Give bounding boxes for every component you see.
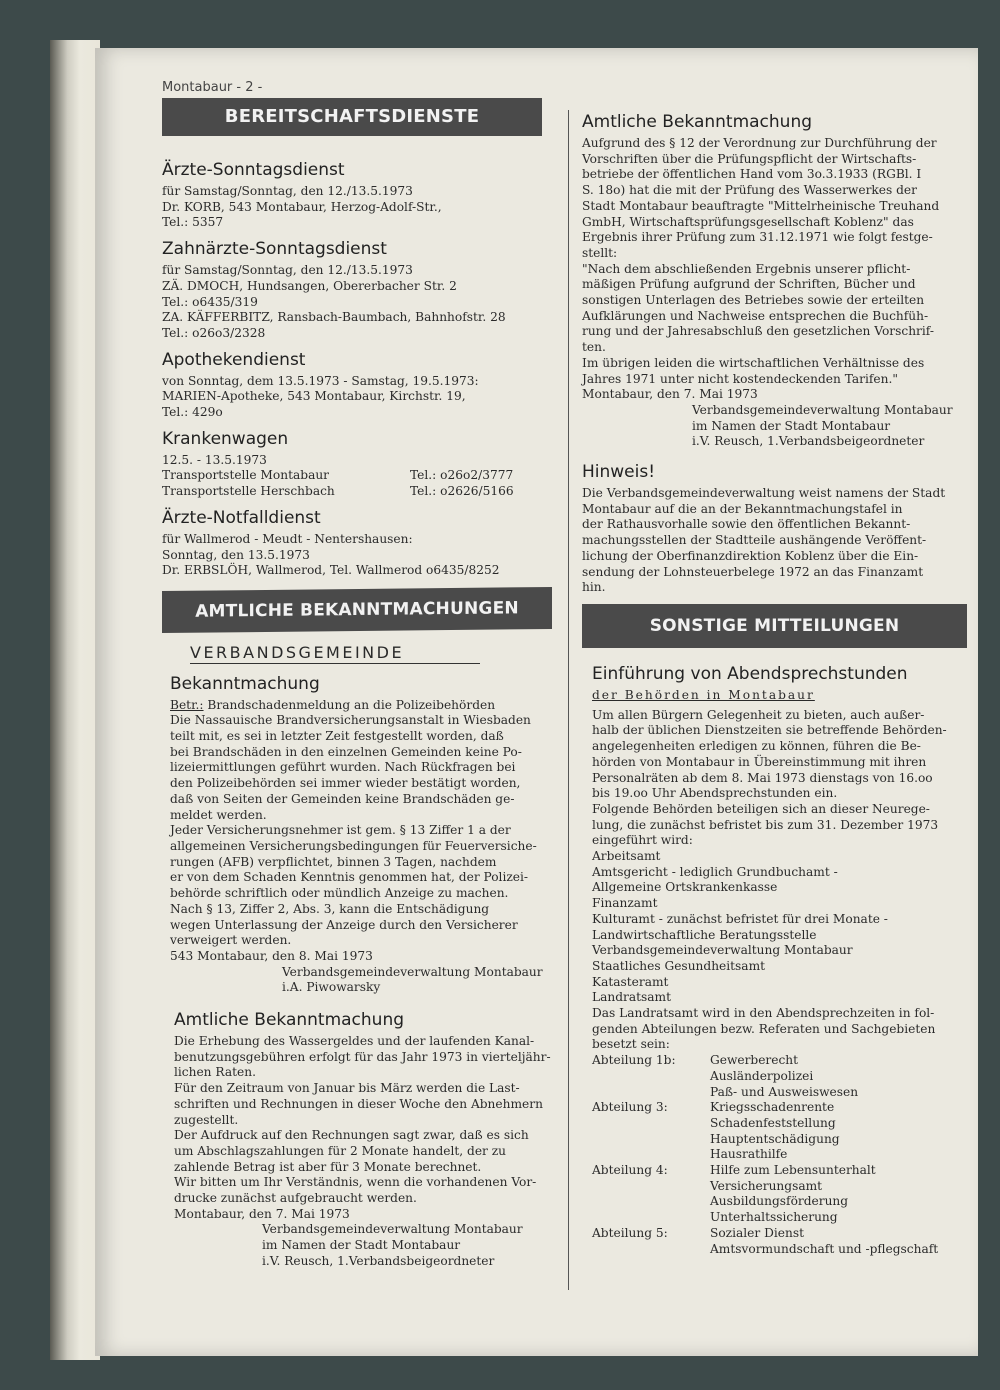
text-line: "Nach dem abschließenden Ergebnis unserer pflicht- xyxy=(582,261,911,276)
signature-line: Verbandsgemeindeverwaltung Montabaur xyxy=(262,1222,523,1237)
abteilung-row xyxy=(592,1085,972,1101)
section-krankenwagen xyxy=(162,429,552,500)
abteilungen-list xyxy=(592,1053,972,1257)
book-binding-edge xyxy=(50,40,100,1360)
text-line: Die Erhebung des Wassergeldes und der laufenden Kanal- xyxy=(174,1034,535,1049)
text-line: GmbH, Wirtschaftsprüfungsgesellschaft Koblenz" das xyxy=(582,214,914,229)
authority-item: Finanzamt xyxy=(592,896,658,911)
section-hinweis xyxy=(582,462,972,596)
authority-item: Kulturamt - zunächst befristet für drei Monate - xyxy=(592,911,888,926)
abteilung-area: Ausbildungsförderung xyxy=(710,1194,849,1209)
section-title: Amtliche Bekanntmachung xyxy=(174,1010,405,1031)
section-abendsprechstunden xyxy=(582,664,972,1257)
text-line: 543 Montabaur, den 8. Mai 1973 xyxy=(170,948,373,963)
signature-line: Verbandsgemeindeverwaltung Montabaur xyxy=(282,964,543,979)
text-line: bis 19.oo Uhr Abendsprechstunden ein. xyxy=(592,786,838,801)
text-line: rung und der Jahresabschluß den gesetzlichen Vorschrif- xyxy=(582,324,934,339)
text-line: verweigert werden. xyxy=(170,933,292,948)
abteilung-area: Hausrathilfe xyxy=(710,1147,788,1162)
text-line: Ergebnis ihrer Prüfung zum 31.12.1971 wie folgt festge- xyxy=(582,230,933,245)
transport-row xyxy=(162,468,552,484)
text-line: Die Nassauische Brandversicherungsanstalt in Wiesbaden xyxy=(170,713,531,728)
text-line: benutzungsgebühren erfolgt für das Jahr 1973 in vierteljähr- xyxy=(174,1049,551,1064)
text-line: zahlende Betrag ist aber für 3 Monate berechnet. xyxy=(174,1159,482,1174)
text-line: für Samstag/Sonntag, den 12./13.5.1973 xyxy=(162,184,413,198)
text-line: 12.5. - 13.5.1973 xyxy=(162,452,267,467)
text-line: Personalräten ab dem 8. Mai 1973 dienstags von 16.oo xyxy=(592,770,933,785)
authority-item: Allgemeine Ortskrankenkasse xyxy=(592,880,778,895)
banner-amtliche-bekanntmachungen: AMTLICHE BEKANNTMACHUNGEN xyxy=(162,587,552,633)
abteilung-label xyxy=(592,1194,710,1210)
signature-line: Verbandsgemeindeverwaltung Montabaur xyxy=(692,402,953,417)
abteilung-label xyxy=(592,1116,710,1132)
authority-item: Verbandsgemeindeverwaltung Montabaur xyxy=(592,943,853,958)
text-line: drucke zunächst aufgebraucht werden. xyxy=(174,1191,417,1206)
text-line: Montabaur, den 7. Mai 1973 xyxy=(582,387,758,402)
text-line: ZA. KÄFFERBITZ, Ransbach-Baumbach, Bahnhofstr. 28 xyxy=(162,310,506,325)
text-line: wegen Unterlassung der Anzeige durch den Versicherer xyxy=(170,917,518,932)
text-line: lichen Raten. xyxy=(174,1065,256,1080)
transport-name: Transportstelle Montabaur xyxy=(162,468,330,483)
abteilung-label xyxy=(592,1069,710,1085)
text-line: Wir bitten um Ihr Verständnis, wenn die vorhandenen Vor- xyxy=(174,1175,537,1190)
text-line: Um allen Bürgern Gelegenheit zu bieten, auch außer- xyxy=(592,707,925,722)
authority-item: Staatliches Gesundheitsamt xyxy=(592,958,766,973)
text-line: der Rathausvorhalle sowie den öffentlichen Bekannt- xyxy=(582,517,911,532)
text-line: Das Landratsamt wird in den Abendsprechzeiten in fol- xyxy=(592,1006,935,1021)
text-line: halb der üblichen Dienstzeiten sie betreffende Behörden- xyxy=(592,723,947,738)
text-line: er von dem Schaden Kenntnis genommen hat, der Polizei- xyxy=(170,870,529,885)
abteilung-area: Versicherungsamt xyxy=(710,1178,823,1193)
text-line: behörde schriftlich oder mündlich Anzeige zu machen. xyxy=(170,886,509,901)
text-line: daß von Seiten der Gemeinden keine Brandschäden ge- xyxy=(170,791,515,806)
right-column xyxy=(582,112,972,1265)
text-line: Für den Zeitraum von Januar bis März werden die Last- xyxy=(174,1081,520,1096)
text-line: ZÄ. DMOCH, Hundsangen, Obererbacher Str. 2 xyxy=(162,278,457,293)
section-title: Zahnärzte-Sonntagsdienst xyxy=(162,239,387,260)
section-bekanntmachung-wasserwerk xyxy=(582,112,972,450)
section-apothekendienst xyxy=(162,350,552,421)
text-line: genden Abteilungen bezw. Referaten und Sachgebieten xyxy=(592,1021,936,1036)
abteilung-label xyxy=(592,1210,710,1226)
abteilung-area: Amtsvormundschaft und -pflegschaft xyxy=(710,1241,939,1256)
text-line: lizeiermittlungen geführt wurden. Nach Rückfragen bei xyxy=(170,760,516,775)
left-column xyxy=(162,98,552,1278)
text-line: um Abschlagszahlungen für 2 Monate handelt, der zu xyxy=(174,1143,507,1158)
abteilung-row xyxy=(592,1179,972,1195)
text-line: Dr. ERBSLÖH, Wallmerod, Tel. Wallmerod o6435/8252 xyxy=(162,563,500,578)
abteilung-row xyxy=(592,1210,972,1226)
text-line: mäßigen Prüfung aufgrund der Schriften, Bücher und xyxy=(582,277,916,292)
section-aerzte-sonntagsdienst xyxy=(162,160,552,231)
text-line: Tel.: o6435/319 xyxy=(162,294,258,309)
abteilung-area: Gewerberecht xyxy=(710,1053,799,1068)
text-line: S. 18o) hat die mit der Prüfung des Wasserwerkes der xyxy=(582,183,917,198)
text-line: Jahres 1971 unter nicht kostendeckenden Tarifen." xyxy=(582,371,898,386)
abteilung-label xyxy=(592,1132,710,1148)
abteilung-row xyxy=(592,1163,972,1179)
abteilung-row xyxy=(592,1116,972,1132)
text-line: schriften und Rechnungen in dieser Woche den Abnehmern xyxy=(174,1096,543,1111)
text-line: Der Aufdruck auf den Rechnungen sagt zwar, daß es sich xyxy=(174,1128,529,1143)
section-bekanntmachung-brandschaden xyxy=(162,674,552,996)
verbandsgemeinde-heading: VERBANDSGEMEINDE xyxy=(190,645,480,664)
transport-phone: Tel.: o26o2/3777 xyxy=(410,468,514,483)
abteilung-label xyxy=(592,1147,710,1163)
abteilung-row xyxy=(592,1194,972,1210)
abteilung-row xyxy=(592,1100,972,1116)
authority-item: Arbeitsamt xyxy=(592,849,661,864)
section-aerzte-notfalldienst xyxy=(162,508,552,579)
abteilung-area: Sozialer Dienst xyxy=(710,1225,804,1240)
text-line: den Polizeibehörden sei immer wieder bestätigt worden, xyxy=(170,776,521,791)
authority-item: Katasteramt xyxy=(592,974,669,989)
text-line: lichung der Oberfinanzdirektion Koblenz über die Ein- xyxy=(582,548,919,563)
text-line: Montabaur, den 7. Mai 1973 xyxy=(174,1206,350,1221)
text-line: Vorschriften über die Prüfungspflicht der Wirtschafts- xyxy=(582,151,917,166)
text-line: hin. xyxy=(582,580,606,595)
text-line: Die Verbandsgemeindeverwaltung weist namens der Stadt xyxy=(582,486,946,501)
abteilung-area: Ausländerpolizei xyxy=(710,1068,814,1083)
text-line: Im übrigen leiden die wirtschaftlichen Verhältnisse des xyxy=(582,355,925,370)
column-divider xyxy=(568,110,569,1290)
abteilung-label xyxy=(592,1242,710,1258)
section-title: Krankenwagen xyxy=(162,428,289,449)
text-line: betriebe der öffentlichen Hand vom 3o.3.1933 (RGBl. I xyxy=(582,167,922,182)
text-line: Tel.: o26o3/2328 xyxy=(162,325,266,340)
abteilung-row xyxy=(592,1147,972,1163)
section-subtitle: der Behörden in Montabaur xyxy=(592,687,815,702)
text-line: Jeder Versicherungsnehmer ist gem. § 13 Ziffer 1 a der xyxy=(170,823,511,838)
text-line: Sonntag, den 13.5.1973 xyxy=(162,547,310,562)
section-title: Hinweis! xyxy=(582,462,656,483)
text-line: für Samstag/Sonntag, den 12./13.5.1973 xyxy=(162,263,413,278)
section-title: Amtliche Bekanntmachung xyxy=(582,112,813,132)
transport-name: Transportstelle Herschbach xyxy=(162,484,335,499)
text-line: bei Brandschäden in den einzelnen Gemeinden keine Po- xyxy=(170,744,522,759)
text-line: meldet werden. xyxy=(170,807,267,822)
text-line: Tel.: 5357 xyxy=(162,215,224,230)
text-line: eingeführt wird: xyxy=(592,833,693,848)
transport-row xyxy=(162,484,552,500)
section-title: Ärzte-Notfalldienst xyxy=(162,507,321,528)
text-line: stellt: xyxy=(582,245,618,260)
text-line: besetzt sein: xyxy=(592,1037,670,1052)
text-line: zugestellt. xyxy=(174,1112,239,1127)
abteilung-label: Abteilung 3: xyxy=(592,1100,668,1115)
text-line: angelegenheiten erledigen zu können, führen die Be- xyxy=(592,739,921,754)
abteilung-area: Unterhaltssicherung xyxy=(710,1210,838,1225)
section-title: Bekanntmachung xyxy=(170,673,320,694)
text-line: für Wallmerod - Meudt - Nentershausen: xyxy=(162,531,413,546)
abteilung-label: Abteilung 5: xyxy=(592,1225,668,1240)
text-line: ten. xyxy=(582,340,606,355)
page-header: Montabaur - 2 - xyxy=(162,80,263,95)
text-line: rungen (AFB) verpflichtet, binnen 3 Tagen, nachdem xyxy=(170,854,497,869)
abteilung-row xyxy=(592,1226,972,1242)
betreff-line xyxy=(170,698,552,714)
text-line: allgemeinen Versicherungsbedingungen für Feuerversiche- xyxy=(170,838,537,853)
abteilung-area: Schadenfeststellung xyxy=(710,1115,836,1130)
betreff-label: Betr.: xyxy=(170,697,204,712)
abteilung-area: Hauptentschädigung xyxy=(710,1131,840,1146)
text-line: von Sonntag, dem 13.5.1973 - Samstag, 19.5.1973: xyxy=(162,373,479,388)
betreff-text: Brandschadenmeldung an die Polizeibehörden xyxy=(207,697,496,712)
abteilung-area: Paß- und Ausweiswesen xyxy=(710,1084,859,1099)
signature-line: i.V. Reusch, 1.Verbandsbeigeordneter xyxy=(692,434,925,449)
section-title: Einführung von Abendsprechstunden xyxy=(592,663,908,684)
text-line: sendung der Lohnsteuerbelege 1972 an das Finanzamt xyxy=(582,564,924,579)
text-line: Folgende Behörden beteiligen sich an dieser Neurege- xyxy=(592,801,930,816)
abteilung-area: Kriegsschadenrente xyxy=(710,1100,835,1115)
signature-line: im Namen der Stadt Montabaur xyxy=(692,418,891,433)
section-title: Ärzte-Sonntagsdienst xyxy=(162,160,345,180)
abteilung-row xyxy=(592,1242,972,1258)
text-line: teilt mit, es sei in letzter Zeit festgestellt worden, daß xyxy=(170,729,504,744)
text-line: lung, die zunächst befristet bis zum 31. Dezember 1973 xyxy=(592,817,939,832)
text-line: Tel.: 429o xyxy=(162,405,223,420)
signature-line: i.V. Reusch, 1.Verbandsbeigeordneter xyxy=(262,1253,495,1268)
banner-bereitschaftsdienste: BEREITSCHAFTSDIENSTE xyxy=(162,98,542,136)
signature-line: i.A. Piwowarsky xyxy=(282,980,381,995)
abteilung-label xyxy=(592,1085,710,1101)
banner-sonstige-mitteilungen: SONSTIGE MITTEILUNGEN xyxy=(582,604,967,648)
abteilung-label: Abteilung 4: xyxy=(592,1163,668,1178)
abteilung-label xyxy=(592,1179,710,1195)
text-line: Stadt Montabaur beauftragte "Mittelrheinische Treuhand xyxy=(582,198,940,213)
text-line: hörden von Montabaur in Übereinstimmung mit ihren xyxy=(592,754,927,769)
section-bekanntmachung-wassergeld xyxy=(162,1010,552,1270)
text-line: Montabaur auf die an der Bekanntmachungstafel in xyxy=(582,501,903,516)
abteilung-label: Abteilung 1b: xyxy=(592,1053,676,1068)
text-line: Nach § 13, Ziffer 2, Abs. 3, kann die Entschädigung xyxy=(170,901,490,916)
abteilung-row xyxy=(592,1053,972,1069)
abteilung-area: Hilfe zum Lebensunterhalt xyxy=(710,1163,876,1178)
text-line: Dr. KORB, 543 Montabaur, Herzog-Adolf-Str., xyxy=(162,199,442,214)
authority-item: Landratsamt xyxy=(592,990,671,1005)
text-line: machungsstellen der Stadtteile aushängende Veröffent- xyxy=(582,533,927,548)
section-zahnaerzte xyxy=(162,239,552,342)
text-line: MARIEN-Apotheke, 543 Montabaur, Kirchstr. 19, xyxy=(162,389,466,404)
text-line: Aufklärungen und Nachweise entsprechen die Buchfüh- xyxy=(582,308,929,323)
authority-item: Landwirtschaftliche Beratungsstelle xyxy=(592,927,817,942)
abteilung-row xyxy=(592,1132,972,1148)
text-line: Aufgrund des § 12 der Verordnung zur Durchführung der xyxy=(582,136,937,150)
text-line: sonstigen Unterlagen des Betriebes sowie der erteilten xyxy=(582,293,925,308)
signature-line: im Namen der Stadt Montabaur xyxy=(262,1238,461,1253)
authority-item: Amtsgericht - lediglich Grundbuchamt - xyxy=(592,864,838,879)
transport-phone: Tel.: o2626/5166 xyxy=(410,484,514,499)
section-title: Apothekendienst xyxy=(162,349,306,370)
abteilung-row xyxy=(592,1069,972,1085)
